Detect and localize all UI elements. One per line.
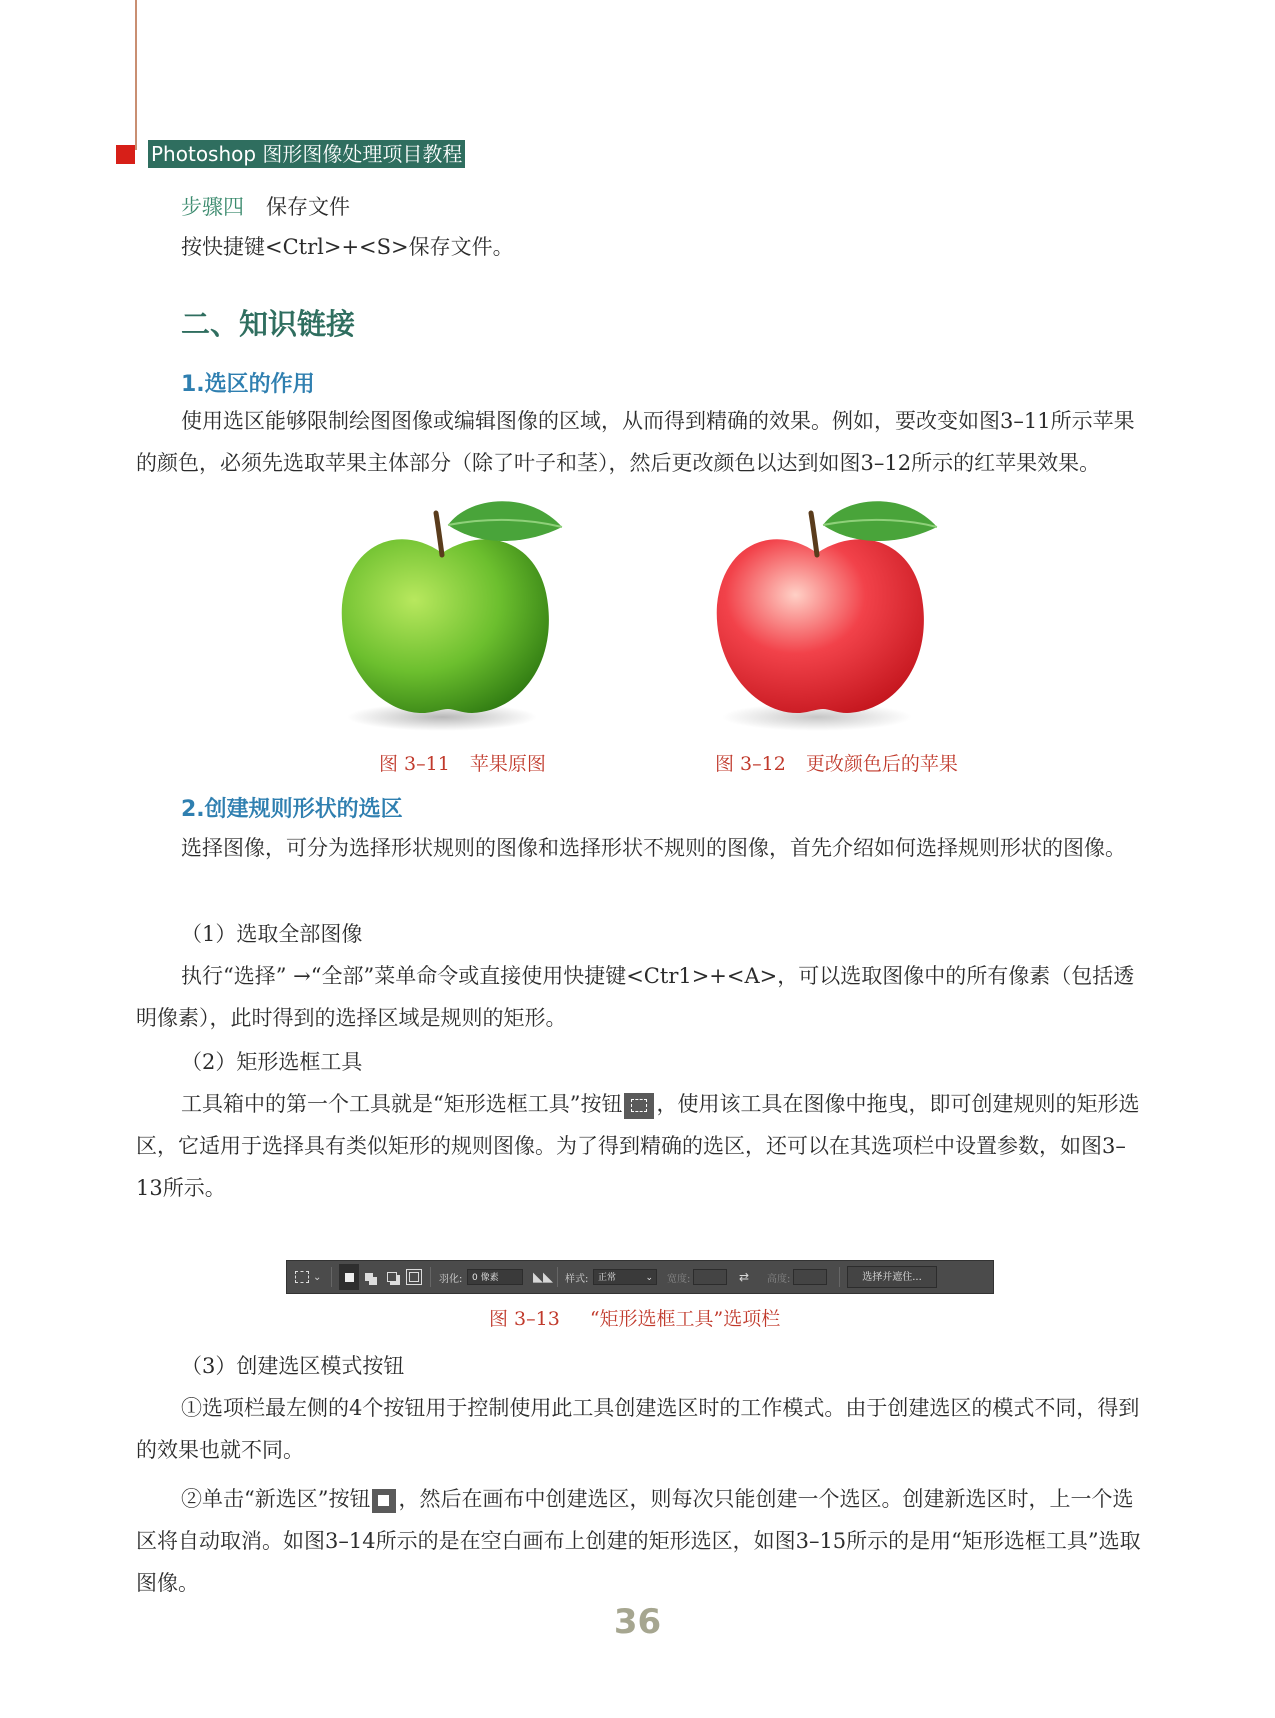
add-to-selection-button[interactable] <box>365 1261 373 1293</box>
page-number: 36 <box>613 1602 662 1642</box>
item-2-title: （2）矩形选框工具 <box>181 1050 363 1074</box>
new-selection-button[interactable] <box>339 1264 359 1290</box>
style-select[interactable] <box>593 1269 657 1285</box>
item-3-paragraph-2 <box>136 1478 1146 1604</box>
red-apple-image <box>705 495 945 740</box>
chevron-down-icon: ⌄ <box>645 1273 653 1283</box>
intersect-selection-button[interactable] <box>409 1261 419 1293</box>
subsection-1-title: 1.选区的作用 <box>181 372 315 397</box>
new-selection-icon <box>372 1489 396 1513</box>
item-2-text-a: 工具箱中的第一个工具就是“矩形选框工具”按钮 <box>181 1092 623 1116</box>
item-3-paragraph-1: ①选项栏最左侧的4个按钮用于控制使用此工具创建选区时的工作模式。由于创建选区的模式不同，得到的效果也就不同。 <box>136 1396 1140 1462</box>
margin-rule <box>135 0 137 150</box>
item-3-text-a: ②单击“新选区”按钮 <box>181 1487 371 1511</box>
figure-number: 图 3–11 <box>379 753 450 775</box>
step-text: 按快捷键<Ctrl>+<S>保存文件。 <box>181 235 514 259</box>
step-title: 保存文件 <box>266 195 350 219</box>
width-label: 宽度: <box>667 1273 691 1285</box>
tool-preset-picker[interactable] <box>295 1261 321 1293</box>
chevron-down-icon: ⌄ <box>313 1271 322 1283</box>
item-1-paragraph: 执行“选择” →“全部”菜单命令或直接使用快捷键<Ctr1>+<A>，可以选取图像中的所有像素（包括透明像素），此时得到的选择区域是规则的矩形。 <box>136 964 1135 1030</box>
item-3-text-b: ，然后在画布中创建选区，则每次只能创建一个选区。创建新选区时，上一个选区将自动取消。如图3–14所示的是在空白画布上创建的矩形选区，如图3–15所示的是用“矩形选框工具”选取图像。 <box>136 1487 1141 1595</box>
select-and-mask-button[interactable]: 选择并遮住... <box>847 1266 937 1288</box>
section-title: 二、知识链接 <box>181 307 356 341</box>
caption-text: 更改颜色后的苹果 <box>805 753 958 775</box>
step-label: 步骤四 <box>181 195 244 219</box>
item-2-text-b: ，使用该工具在图像中拖曳，即可创建规则的矩形选区，它适用于选择具有类似矩形的规则图像。为了得到精确的选区，还可以在其选项栏中设置参数，如图3–13所示。 <box>136 1092 1140 1200</box>
marquee-tool-icon <box>624 1093 654 1119</box>
anti-alias-icon[interactable]: ◣◣ <box>533 1269 553 1285</box>
caption-text: “矩形选框工具”选项栏 <box>589 1308 781 1330</box>
feather-label: 羽化: <box>439 1273 463 1285</box>
green-apple-image <box>330 495 570 740</box>
swap-icon[interactable]: ⇄ <box>739 1270 750 1284</box>
item-1-title: （1）选取全部图像 <box>181 922 363 946</box>
style-label: 样式: <box>565 1273 589 1285</box>
style-select-value: 正常 <box>598 1273 617 1283</box>
figure-number: 图 3–12 <box>715 753 786 775</box>
caption-text: 苹果原图 <box>469 753 546 775</box>
feather-input[interactable]: 0 像素 <box>467 1269 523 1285</box>
item-3-title: （3）创建选区模式按钮 <box>181 1354 405 1378</box>
height-input[interactable] <box>793 1269 827 1285</box>
header-marker <box>116 145 135 164</box>
figure-number: 图 3–13 <box>489 1308 560 1330</box>
marquee-options-bar <box>286 1260 994 1294</box>
running-header: Photoshop 图形图像处理项目教程 <box>148 140 465 168</box>
subsection-2-title: 2.创建规则形状的选区 <box>181 797 403 822</box>
subsection-1-paragraph: 使用选区能够限制绘图图像或编辑图像的区域，从而得到精确的效果。例如，要改变如图3–11所示苹果的颜色，必须先选取苹果主体部分（除了叶子和茎），然后更改颜色以达到如图3–12所示的红苹果效果。 <box>136 409 1135 475</box>
figure-3-12-caption <box>715 749 958 776</box>
figure-3-11-caption <box>379 749 546 776</box>
subtract-from-selection-button[interactable] <box>387 1261 397 1293</box>
width-input[interactable] <box>693 1269 727 1285</box>
subsection-2-paragraph: 选择图像，可分为选择形状规则的图像和选择形状不规则的图像，首先介绍如何选择规则形状的图像。 <box>181 836 1126 860</box>
figure-3-13-caption <box>489 1304 780 1331</box>
height-label: 高度: <box>767 1273 791 1285</box>
step-heading <box>181 190 350 224</box>
item-2-paragraph <box>136 1083 1146 1209</box>
